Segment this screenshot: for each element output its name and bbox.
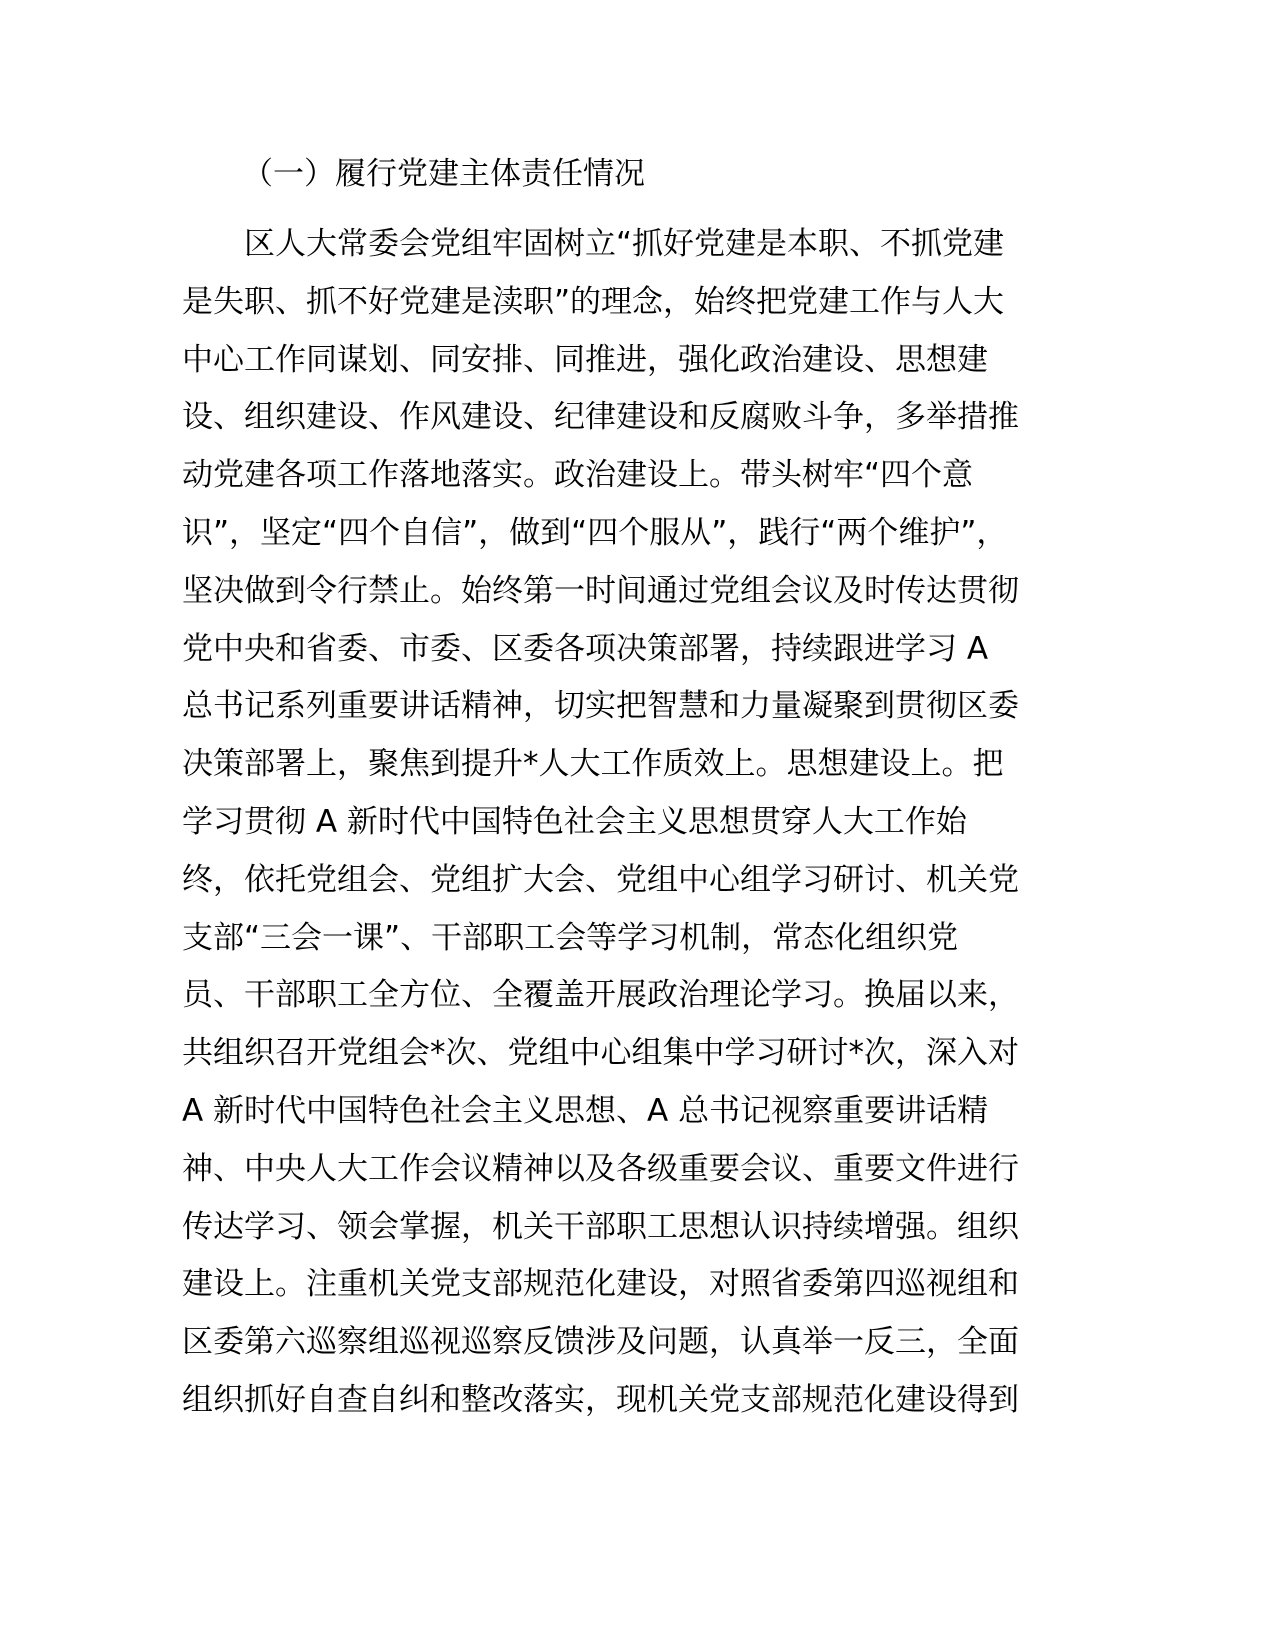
paragraph-line: 中心工作同谋划、同安排、同推进，强化政治建设、思想建: [182, 341, 988, 378]
paragraph-line: 区人大常委会党组牢固树立“抓好党建是本职、不抓党建: [244, 226, 1005, 262]
body-paragraph: [182, 218, 1062, 1432]
paragraph-line: 坚决做到令行禁止。始终第一时间通过党组会议及时传达贯彻: [182, 572, 1019, 609]
paragraph-line: A 新时代中国特色社会主义思想、A 总书记视察重要讲话精: [182, 1092, 989, 1129]
paragraph-line: 终，依托党组会、党组扩大会、党组中心组学习研讨、机关党: [182, 861, 1019, 898]
paragraph-line: 建设上。注重机关党支部规范化建设，对照省委第四巡视组和: [182, 1266, 1019, 1303]
paragraph-line: 共组织召开党组会*次、党组中心组集中学习研讨*次，深入对: [182, 1035, 1019, 1072]
paragraph-line: 决策部署上，聚焦到提升*人大工作质效上。思想建设上。把: [182, 746, 1004, 783]
paragraph-line: 员、干部职工全方位、全覆盖开展政治理论学习。换届以来，: [182, 977, 1019, 1014]
paragraph-line: 党中央和省委、市委、区委各项决策部署，持续跟进学习 A: [182, 630, 989, 667]
paragraph-line: 支部“三会一课”、干部职工会等学习机制，常态化组织党: [182, 919, 959, 956]
paragraph-line: 区委第六巡察组巡视巡察反馈涉及问题，认真举一反三，全面: [182, 1324, 1019, 1361]
paragraph-line: 总书记系列重要讲话精神，切实把智慧和力量凝聚到贯彻区委: [182, 688, 1019, 725]
paragraph-line: 神、中央人大工作会议精神以及各级重要会议、重要文件进行: [182, 1150, 1019, 1187]
paragraph-line: 学习贯彻 A 新时代中国特色社会主义思想贯穿人大工作始: [182, 803, 967, 840]
paragraph-line: 识”，坚定“四个自信”，做到“四个服从”，践行“两个维护”，: [182, 514, 1008, 551]
paragraph-line: 设、组织建设、作风建设、纪律建设和反腐败斗争，多举措推: [182, 399, 1019, 436]
section-heading: （一）履行党建主体责任情况: [242, 156, 645, 192]
paragraph-line: 传达学习、领会掌握，机关干部职工思想认识持续增强。组织: [182, 1208, 1019, 1245]
paragraph-line: 动党建各项工作落地落实。政治建设上。带头树牢“四个意: [182, 457, 974, 494]
paragraph-line: 是失职、抓不好党建是渎职”的理念，始终把党建工作与人大: [182, 283, 1005, 320]
paragraph-line: 组织抓好自查自纠和整改落实，现机关党支部规范化建设得到: [182, 1381, 1019, 1418]
